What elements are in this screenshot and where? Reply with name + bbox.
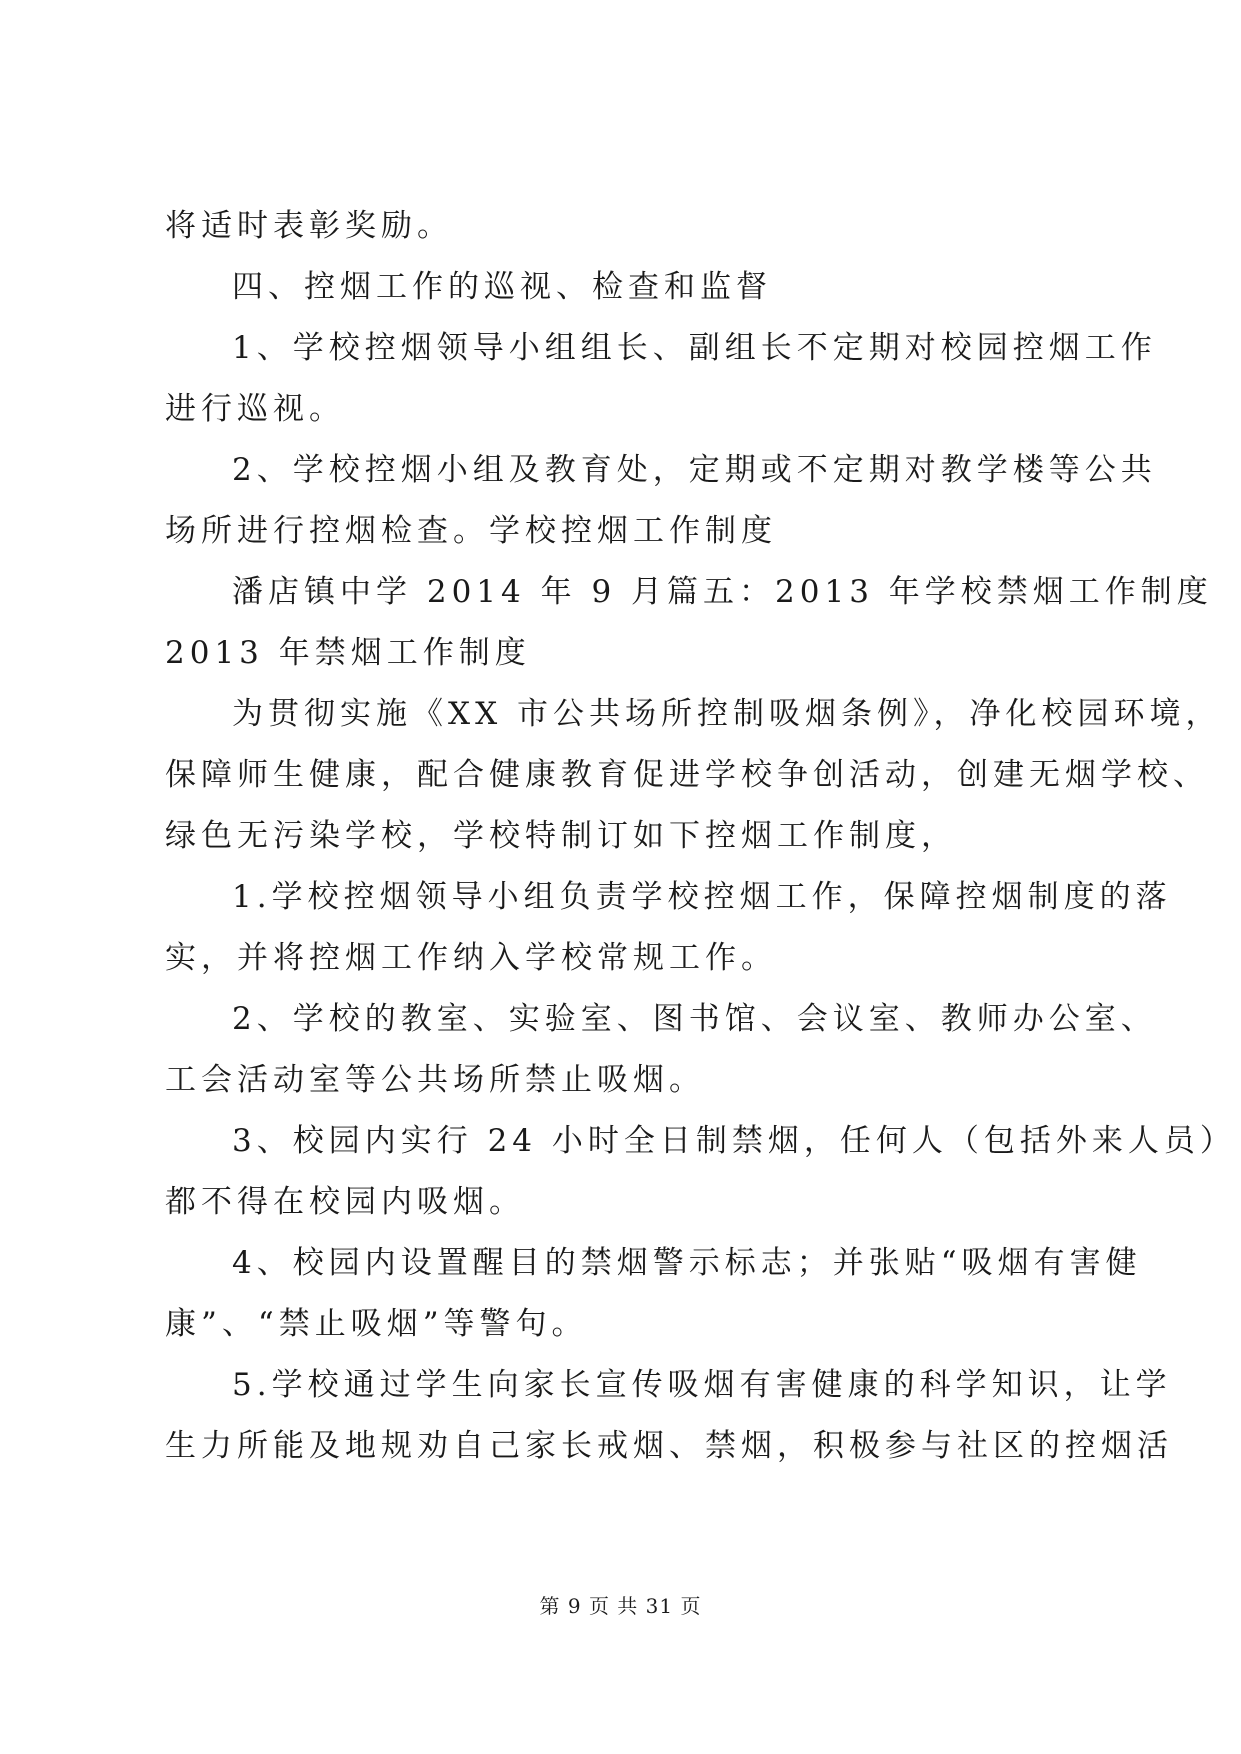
- section-heading: 四、控烟工作的巡视、检查和监督: [232, 269, 772, 305]
- text-line: 2、学校的教室、实验室、图书馆、会议室、教师办公室、: [232, 1001, 1157, 1037]
- page-number: 第 9 页 共 31 页: [539, 1594, 702, 1618]
- document-body: [165, 196, 1236, 1477]
- text-line: 1.学校控烟领导小组负责学校控烟工作，保障控烟制度的落: [232, 879, 1172, 915]
- text-line: 3、校园内实行 24 小时全日制禁烟，任何人（包括外来人员）: [232, 1123, 1236, 1159]
- text-line: 实，并将控烟工作纳入学校常规工作。: [165, 940, 777, 976]
- text-line: 工会活动室等公共场所禁止吸烟。: [165, 1062, 705, 1098]
- text-line: 为贯彻实施《XX 市公共场所控制吸烟条例》，净化校园环境，: [232, 696, 1222, 732]
- text-line: 潘店镇中学 2014 年 9 月篇五：2013 年学校禁烟工作制度: [232, 574, 1213, 610]
- text-line: 5.学校通过学生向家长宣传吸烟有害健康的科学知识，让学: [232, 1367, 1172, 1403]
- text-line: 4、校园内设置醒目的禁烟警示标志；并张贴“吸烟有害健: [232, 1245, 1142, 1281]
- text-line: 绿色无污染学校，学校特制订如下控烟工作制度，: [165, 818, 957, 854]
- text-line: 1、学校控烟领导小组组长、副组长不定期对校园控烟工作: [232, 330, 1157, 366]
- text-line: 将适时表彰奖励。: [165, 208, 453, 244]
- text-line: 进行巡视。: [165, 391, 345, 427]
- text-line: 生力所能及地规劝自己家长戒烟、禁烟，积极参与社区的控烟活: [165, 1428, 1173, 1464]
- text-line: 都不得在校园内吸烟。: [165, 1184, 525, 1220]
- document-title: 2013 年禁烟工作制度: [165, 635, 531, 671]
- text-line: 保障师生健康，配合健康教育促进学校争创活动，创建无烟学校、: [165, 757, 1209, 793]
- text-line: 康”、“禁止吸烟”等警句。: [165, 1306, 588, 1342]
- text-line: 2、学校控烟小组及教育处，定期或不定期对教学楼等公共: [232, 452, 1157, 488]
- text-line: 场所进行控烟检查。学校控烟工作制度: [165, 513, 777, 549]
